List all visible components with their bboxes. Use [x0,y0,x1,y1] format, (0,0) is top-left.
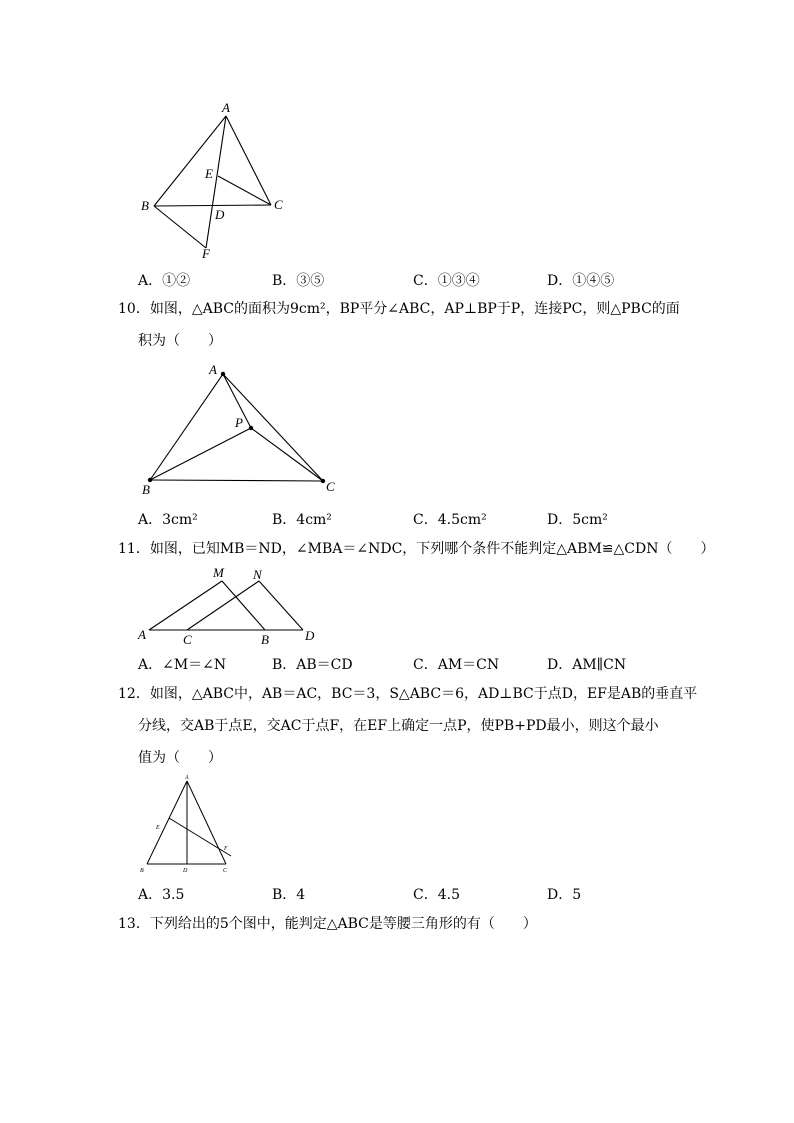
q12-segment-ef [169,818,231,856]
q12-option-a: A．3.5 [138,887,185,903]
q10-label-b: B [142,482,150,497]
q10-point-c [321,479,325,483]
q12-label-b: B [140,868,144,874]
q9-label-f: F [202,246,210,261]
q12-stem-line2: 分线，交AB于点E，交AC于点F，在EF上确定一点P，使PB+PD最小，则这个最小 [138,718,659,734]
q11-option-c: C．AM＝CN [413,657,500,673]
q11-label-b: B [261,632,269,647]
q9-option-c: C．①③④ [413,273,480,289]
q11-figure [135,565,325,647]
q13-stem-line1: 13．下列给出的5个图中，能判定△ABC是等腰三角形的有（ ） [118,916,537,932]
q9-segment-bf [154,206,206,248]
q10-point-p [249,426,253,430]
q12-label-c: C [223,868,228,874]
q11-label-m: M [213,565,224,580]
q10-label-a: A [209,362,217,377]
q12-option-c: C．4.5 [413,887,460,903]
q12-label-d: D [183,868,188,874]
q9-option-d: D．①④⑤ [547,273,615,289]
q10-segment-ab [150,374,223,480]
q9-option-a: A．①② [138,273,191,289]
q11-label-n: N [253,567,262,582]
q10-label-c: C [326,479,335,494]
q10-option-d: D．5cm² [547,512,608,528]
q10-stem-line1: 10．如图，△ABC的面积为9cm²，BP平分∠ABC，AP⊥BP于P，连接PC，则△PBC的面 [118,301,680,317]
q10-stem-line2: 积为（ ） [138,333,222,349]
q9-segment-ec [218,176,271,205]
q10-option-a: A．3cm² [138,512,198,528]
q9-segment-af [206,116,226,248]
q10-segment-bp [150,428,251,480]
q12-segment-ac [187,781,226,864]
q10-label-p: P [235,415,243,430]
q12-option-b: B．4 [272,887,306,903]
q9-option-b: B．③⑤ [272,273,325,289]
q9-label-a: A [222,100,230,115]
q12-segment-ab [147,781,187,864]
q12-stem-line1: 12．如图，△ABC中，AB＝AC，BC＝3，S△ABC＝6，AD⊥BC于点D，EF是AB的垂直平 [118,686,698,702]
q10-segment-bc [150,480,323,481]
q10-figure [135,360,345,500]
q9-label-c: C [274,197,283,212]
q11-label-c: C [183,632,192,647]
q11-label-d: D [305,628,315,643]
q9-segment-ac [226,116,271,205]
q11-option-d: D．AM∥CN [547,657,627,673]
q9-label-b: B [141,198,149,213]
q12-label-f: F [224,846,228,852]
q10-point-a [221,372,225,376]
q11-option-a: A．∠M＝∠N [138,657,227,673]
q9-label-d: D [215,207,225,222]
q12-label-a: A [185,775,189,781]
q12-label-e: E [156,825,160,831]
q11-label-a: A [138,627,146,642]
q12-option-d: D．5 [547,887,582,903]
q9-figure [135,98,295,263]
q11-segment-cn [187,581,259,630]
q9-segment-ab [154,116,226,206]
q10-segment-pc [251,428,323,481]
q12-stem-line3: 值为（ ） [138,750,222,766]
q11-segment-mb [222,581,265,630]
q10-option-c: C．4.5cm² [413,512,487,528]
q11-option-b: B．AB＝CD [272,657,353,673]
q11-segment-am [149,581,222,630]
q9-label-e: E [205,166,213,181]
q10-option-b: B．4cm² [272,512,332,528]
q12-figure [135,773,245,878]
q11-stem-line1: 11．如图，已知MB＝ND，∠MBA＝∠NDC，下列哪个条件不能判定△ABM≌△CDN（ ） [118,541,715,557]
q11-segment-nd [259,581,303,630]
